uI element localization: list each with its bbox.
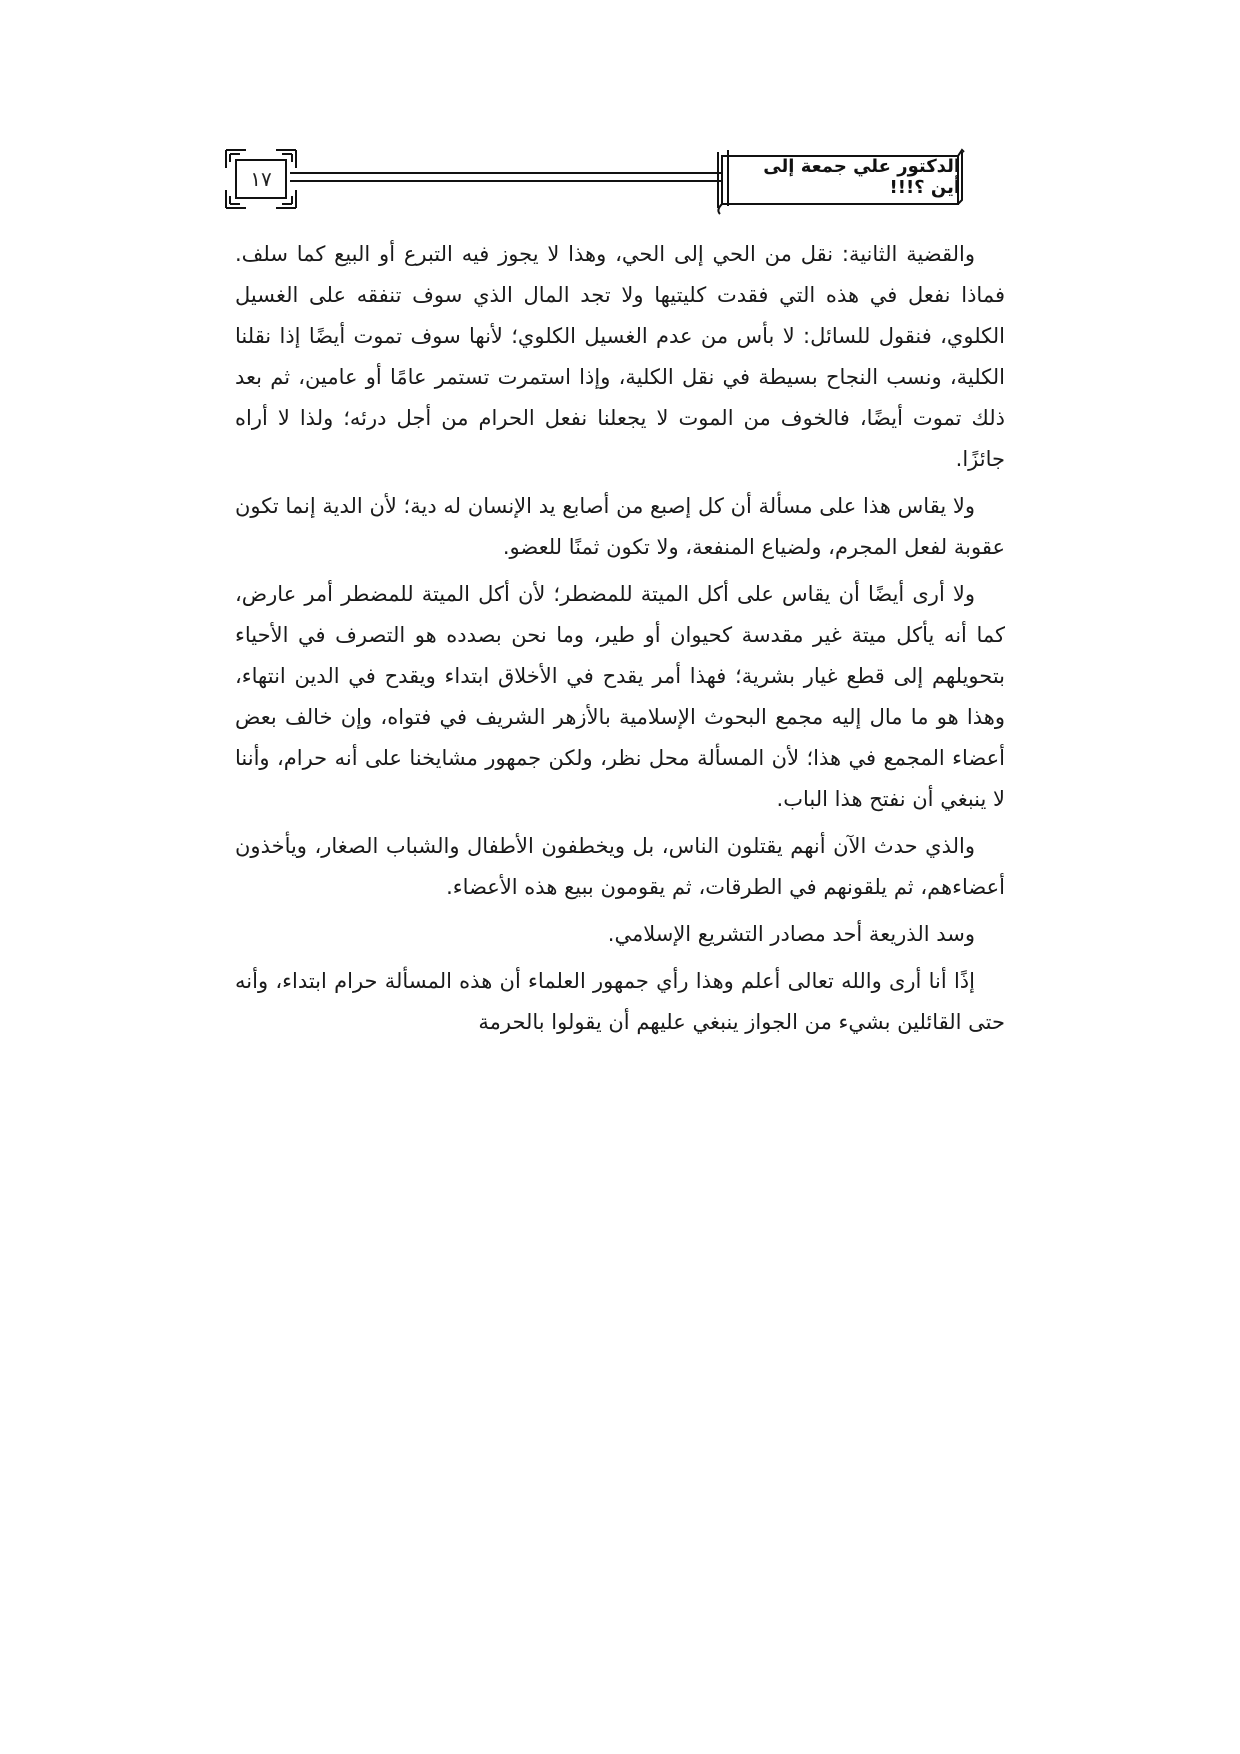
paragraph: وسد الذريعة أحد مصادر التشريع الإسلامي. — [607, 922, 975, 946]
paragraph: ولا أرى أيضًا أن يقاس على أكل الميتة للمضطر؛ لأن أكل الميتة للمضطر أمر عارض، كما أنه يأكل ميتة غير مقدسة كحيوان أو طير، وما نحن بصدده هو التصرف في الأحياء بتحويلهم إلى قطع غيار بشرية؛ فهذا أمر يقدح في الأخلاق ابتداء ويقدح في الدين انتهاء، وهذا هو ما مال إليه مجمع البحوث الإسلامية بالأزهر الشريف في فتواه، وإن خالف بعض أعضاء المجمع في هذا؛ لأن المسألة محل نظر، ولكن جمهور مشايخنا على أنه حرام، وأننا لا ينبغي أن نفتح هذا الباب. — [235, 582, 1005, 811]
paragraph: ولا يقاس هذا على مسألة أن كل إصبع من أصابع يد الإنسان له دية؛ لأن الدية إنما تكون عقوبة لفعل المجرم، ولضياع المنفعة، ولا تكون ثمنًا للعضو. — [235, 494, 1005, 559]
paragraph: والقضية الثانية: نقل من الحي إلى الحي، وهذا لا يجوز فيه التبرع أو البيع كما سلف. فماذا نفعل في هذه التي فقدت كليتيها ولا تجد المال الذي سوف تنفقه على الغسيل الكلوي، فنقول للسائل: لا بأس من عدم الغسيل الكلوي؛ لأنها سوف تموت أيضًا إذا نقلنا الكلية، ونسب النجاح بسيطة في نقل الكلية، وإذا استمرت تستمر عامًا أو عامين، ثم بعد ذلك تموت أيضًا، فالخوف من الموت لا يجعلنا نفعل الحرام من أجل درئه؛ ولذا لا أراه جائزًا. — [235, 242, 1005, 471]
header-frame — [0, 0, 1240, 230]
page-number: ١٧ — [250, 167, 272, 191]
body-text — [235, 234, 1005, 1049]
paragraph: إذًا أنا أرى والله تعالى أعلم وهذا رأي جمهور العلماء أن هذه المسألة حرام ابتداء، وأنه حتى القائلين بشيء من الجواز ينبغي عليهم أن يقولوا بالحرمة — [235, 969, 1005, 1034]
page-header — [0, 0, 1240, 230]
paragraph: والذي حدث الآن أنهم يقتلون الناس، بل ويخطفون الأطفال والشباب الصغار، ويأخذون أعضاءهم، ثم يلقونهم في الطرقات، ثم يقومون ببيع هذه الأعضاء. — [235, 834, 1005, 899]
book-title: الدكتور علي جمعة إلى أين ؟!!! — [763, 156, 960, 198]
